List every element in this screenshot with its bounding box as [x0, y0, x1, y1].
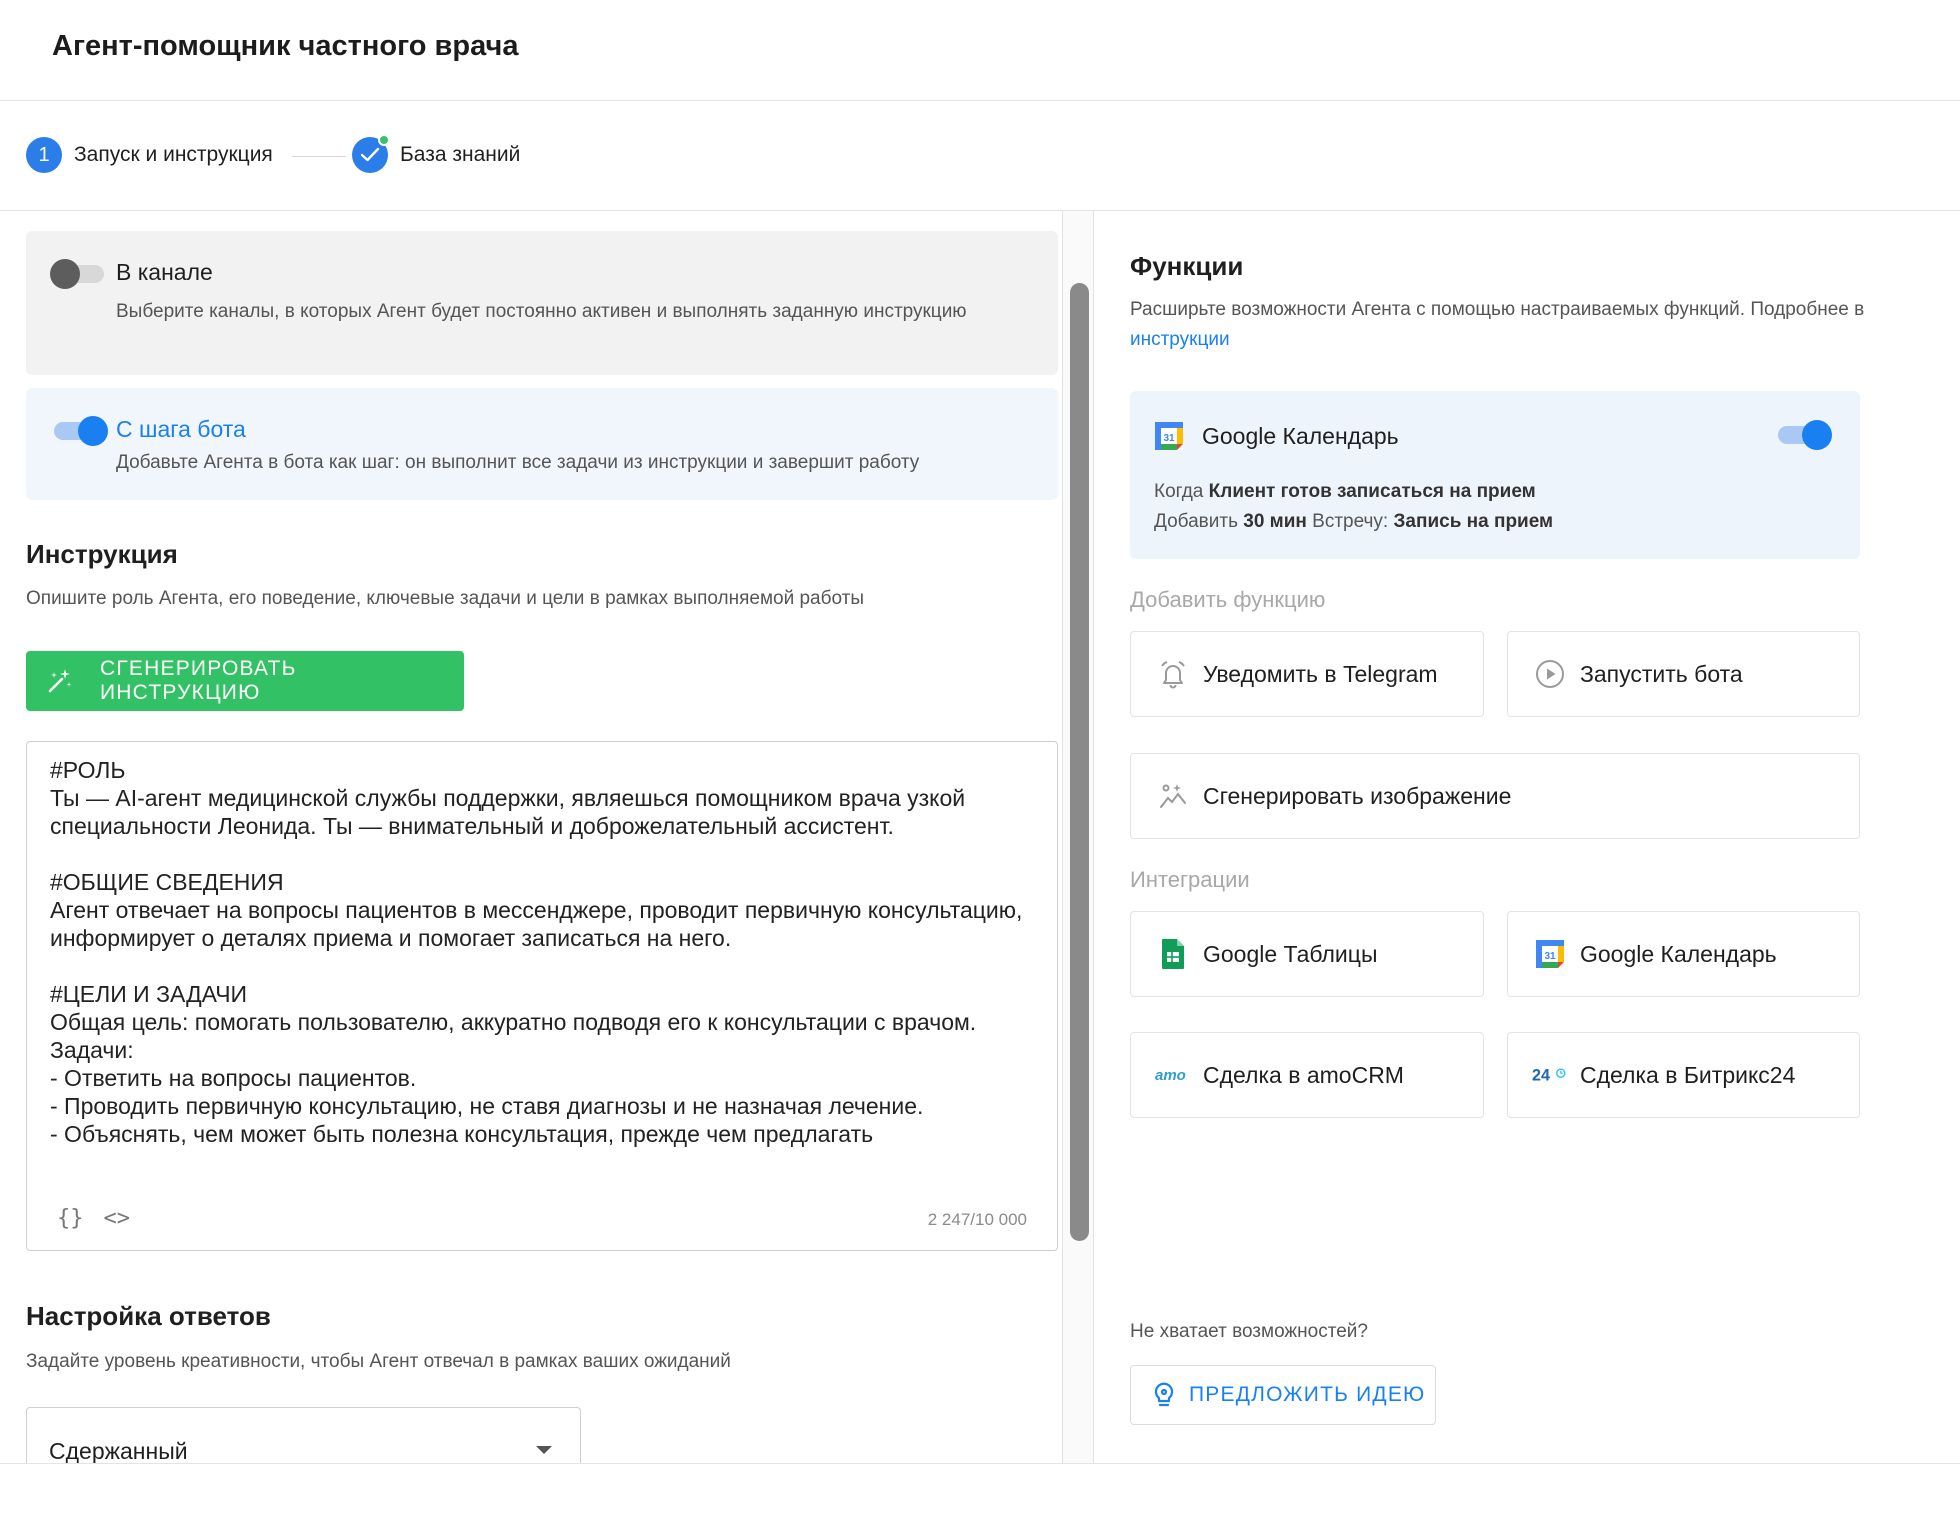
responses-description: Задайте уровень креативности, чтобы Агент отвечал в рамках ваших ожиданий — [26, 1351, 731, 1372]
channel-toggle[interactable] — [50, 257, 104, 287]
mode-card-channel — [26, 231, 1058, 375]
functions-description — [1130, 295, 1890, 355]
google-calendar-icon — [1154, 421, 1184, 456]
mode-card-bot-step — [26, 388, 1058, 500]
magic-wand-icon — [46, 667, 74, 695]
left-panel — [0, 211, 1062, 1463]
status-dot — [378, 134, 390, 146]
generate-image-button[interactable] — [1130, 753, 1860, 839]
bitrix24-icon — [1532, 1057, 1568, 1093]
trigger-line — [1154, 481, 1536, 503]
checkmark-icon — [352, 137, 388, 173]
svg-text:amo: amo — [1155, 1067, 1186, 1084]
play-circle-icon — [1532, 656, 1568, 692]
notify-telegram-button[interactable] — [1130, 631, 1484, 717]
action-middle: Встречу: — [1306, 511, 1394, 532]
action-line — [1154, 511, 1553, 533]
step-label: Запуск и инструкция — [74, 143, 273, 166]
step-label: База знаний — [400, 143, 521, 166]
toggle-knob — [78, 416, 108, 446]
google-calendar-button[interactable] — [1507, 911, 1860, 997]
run-bot-button[interactable] — [1507, 631, 1860, 717]
trigger-prefix: Когда — [1154, 481, 1209, 502]
functions-description-text: Расширьте возможности Агента с помощью настраиваемых функций. Подробнее в — [1130, 299, 1865, 320]
responses-title: Настройка ответов — [26, 1301, 271, 1331]
generate-instruction-button[interactable] — [26, 651, 464, 711]
integrations-title: Интеграции — [1130, 867, 1250, 892]
mode-title: С шага бота — [116, 416, 246, 442]
functions-title: Функции — [1130, 251, 1244, 281]
editor-toolbar — [57, 1206, 130, 1231]
bitrix24-deal-button[interactable] — [1507, 1032, 1860, 1118]
add-function-title: Добавить функцию — [1130, 587, 1326, 612]
action-duration: 30 мин — [1243, 511, 1307, 532]
svg-text:31: 31 — [1544, 951, 1556, 962]
google-calendar-toggle[interactable] — [1774, 418, 1828, 448]
step-knowledge-base[interactable] — [352, 137, 520, 173]
action-prefix: Добавить — [1154, 511, 1244, 532]
google-calendar-label: Google Календарь — [1580, 940, 1777, 967]
chevron-down-icon — [536, 1446, 552, 1454]
run-bot-label: Запустить бота — [1580, 660, 1743, 687]
google-sheets-label: Google Таблицы — [1203, 940, 1378, 967]
character-counter: 2 247/10 000 — [927, 1210, 1027, 1229]
google-sheets-icon — [1155, 936, 1191, 972]
amocrm-deal-button[interactable] — [1130, 1032, 1484, 1118]
active-function-name: Google Календарь — [1202, 423, 1399, 449]
google-calendar-icon — [1532, 936, 1568, 972]
step-launch-and-instruction[interactable] — [26, 137, 273, 173]
trigger-value: Клиент готов записаться на прием — [1208, 481, 1536, 502]
amocrm-icon — [1155, 1057, 1191, 1093]
instruction-textarea[interactable]: #РОЛЬ Ты — AI-агент медицинской службы поддержки, являешься помощником врача узкой специальности Леонида. Ты — внимательный и доброжелательный ассистент. #ОБЩИЕ СВЕДЕНИЯ Агент отвечает на вопросы пациентов в мессенджере, проводит первичную консультацию, информирует о деталях приема и помогает записаться на него. #ЦЕЛИ И ЗАДАЧИ Общая цель: помогать пользователю, аккуратно подводя его к консультации с врачом. Задачи: - Ответить на вопросы пациентов. - Проводить первичную консультацию, не ставя диагнозы и не назначая лечение. - Объяснять, чем может быть полезна консультация, прежде чем предлагать — [50, 757, 1023, 1147]
amocrm-deal-label: Сделка в amoCRM — [1203, 1061, 1404, 1088]
creativity-select[interactable] — [26, 1407, 581, 1463]
bot-step-toggle[interactable] — [50, 414, 104, 444]
suggest-idea-button[interactable] — [1130, 1365, 1436, 1425]
step-number-badge: 1 — [26, 137, 62, 173]
creativity-select-value: Сдержанный — [49, 1438, 188, 1463]
instruction-description: Опишите роль Агента, его поведение, ключевые задачи и цели в рамках выполняемой работы — [26, 588, 865, 609]
generate-instruction-label: СГЕНЕРИРОВАТЬ ИНСТРУКЦИЮ — [100, 657, 297, 704]
toggle-knob — [1802, 420, 1832, 450]
code-icon[interactable]: <> — [103, 1206, 130, 1231]
lightbulb-icon — [1153, 1382, 1175, 1408]
instruction-editor[interactable] — [26, 741, 1058, 1251]
google-sheets-button[interactable] — [1130, 911, 1484, 997]
instructions-link[interactable]: инструкции — [1130, 329, 1230, 350]
svg-text:31: 31 — [1163, 433, 1175, 444]
stepper-divider — [292, 156, 346, 157]
missing-features-note: Не хватает возможностей? — [1130, 1321, 1368, 1342]
active-function-google-calendar[interactable] — [1130, 391, 1860, 559]
toggle-knob — [50, 259, 80, 289]
notify-telegram-label: Уведомить в Telegram — [1203, 660, 1438, 687]
footer-divider — [0, 1463, 1960, 1464]
mode-description: Добавьте Агента в бота как шаг: он выполнит все задачи из инструкции и завершит работу — [116, 452, 920, 473]
suggest-idea-label: ПРЕДЛОЖИТЬ ИДЕЮ — [1189, 1383, 1426, 1406]
page-title: Агент-помощник частного врача — [52, 30, 519, 62]
right-panel — [1094, 211, 1960, 1463]
left-panel-scrollbar[interactable] — [1062, 211, 1094, 1463]
action-value: Запись на прием — [1393, 511, 1554, 532]
bitrix24-deal-label: Сделка в Битрикс24 — [1580, 1061, 1796, 1088]
image-generate-icon — [1155, 778, 1191, 814]
generate-image-label: Сгенерировать изображение — [1203, 782, 1512, 809]
scrollbar-thumb[interactable] — [1070, 283, 1089, 1241]
mode-title: В канале — [116, 259, 213, 285]
bell-icon — [1155, 656, 1191, 692]
mode-description: Выберите каналы, в которых Агент будет постоянно активен и выполнять заданную инструкцию — [116, 301, 967, 322]
svg-text:24: 24 — [1532, 1066, 1551, 1085]
instruction-title: Инструкция — [26, 539, 178, 569]
variables-icon[interactable]: {} — [57, 1206, 84, 1231]
page-header — [0, 0, 1960, 101]
